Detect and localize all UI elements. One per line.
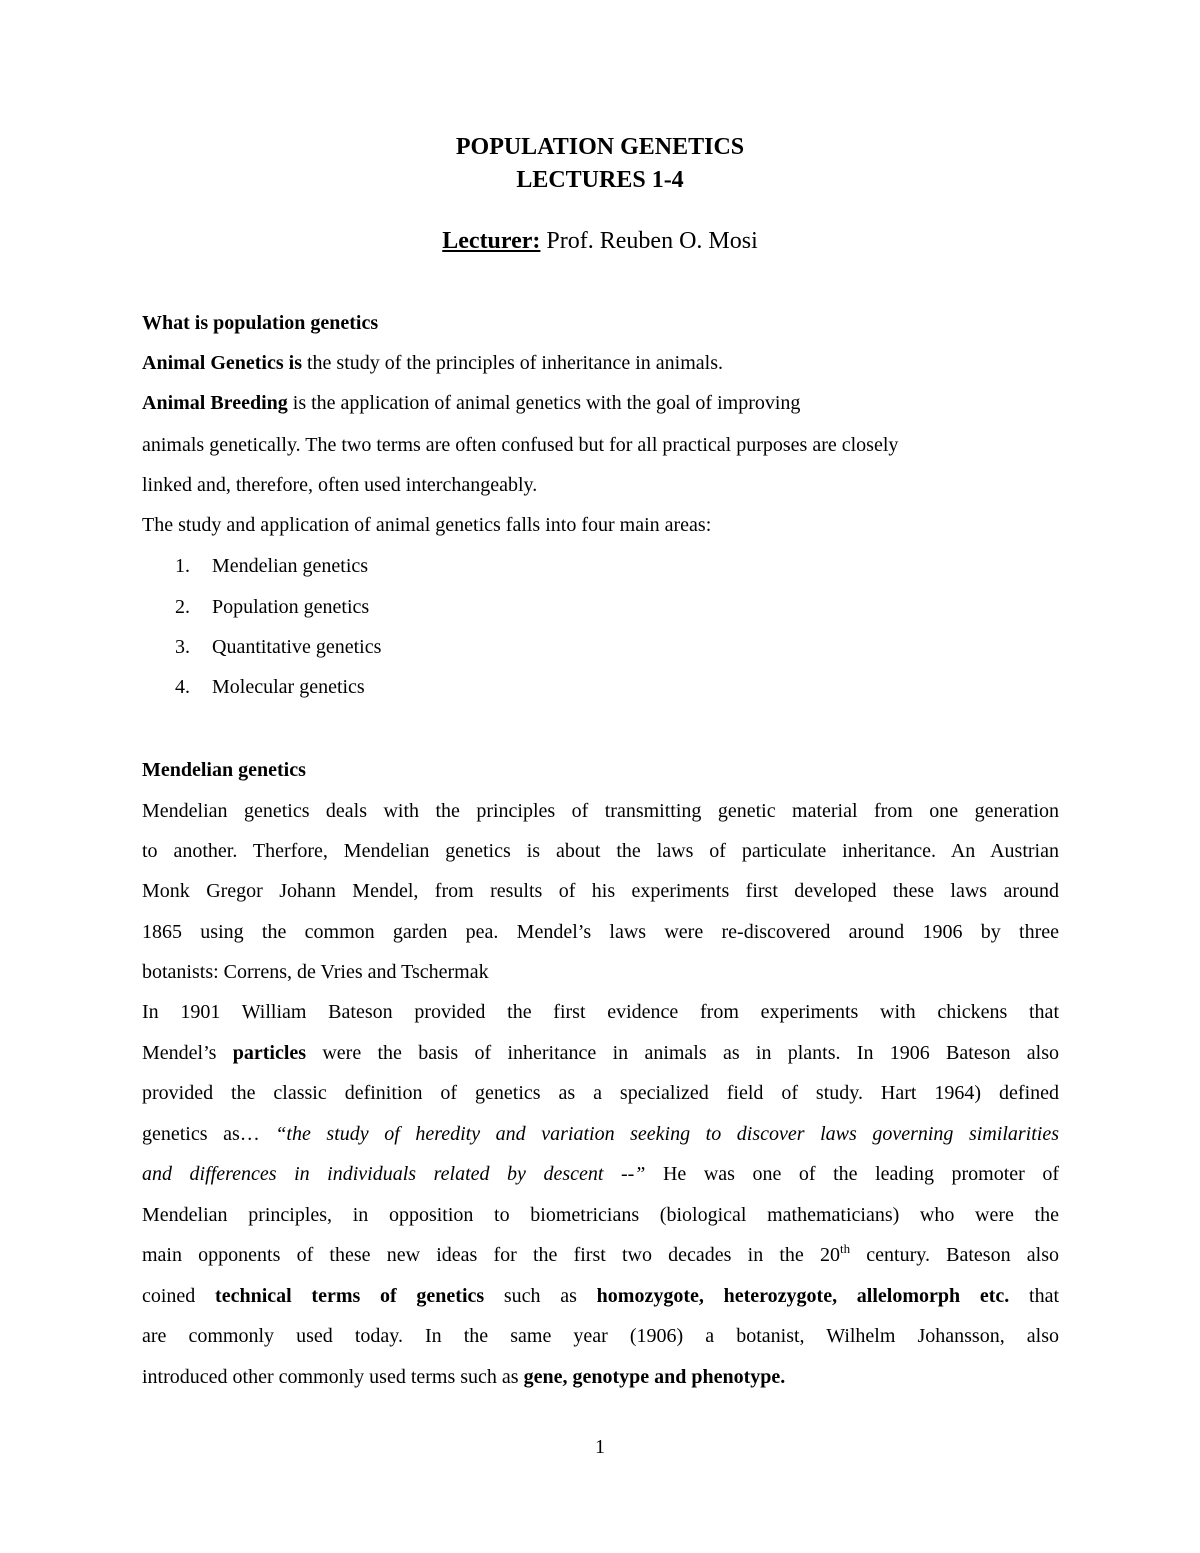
list-item-number: 3.: [175, 636, 190, 658]
section-heading-intro: What is population genetics: [142, 312, 379, 334]
lecturer-line: [0, 226, 1200, 256]
term-technical-terms: technical terms of genetics: [215, 1285, 485, 1307]
text-line: The study and application of animal genetics falls into four main areas:: [142, 514, 712, 536]
term-animal-breeding: Animal Breeding: [142, 392, 288, 414]
paragraph-animal-genetics: [142, 348, 1059, 378]
list-item-label: Quantitative genetics: [212, 636, 382, 658]
text-span: He was one of the leading promoter of: [645, 1163, 1059, 1185]
text-line: [142, 1281, 1059, 1311]
text-line: [142, 1159, 1059, 1189]
list-item-label: Mendelian genetics: [212, 555, 369, 577]
superscript: th: [840, 1241, 851, 1256]
term-allele-terms: homozygote, heterozygote, allelomorph etc.: [596, 1285, 1010, 1307]
section-heading-mendelian: Mendelian genetics: [142, 759, 306, 781]
text-span: introduced other commonly used terms such as: [142, 1366, 524, 1388]
lecturer-label: Lecturer:: [442, 228, 541, 254]
text-line: Monk Gregor Johann Mendel, from results of his experiments first developed these laws around: [142, 880, 1059, 902]
text-line: provided the classic definition of genetics as a specialized field of study. Hart 1964) defined: [142, 1082, 1059, 1104]
text-line: 1865 using the common garden pea. Mendel’s laws were re-discovered around 1906 by three: [142, 921, 1059, 943]
text-span: Mendel’s: [142, 1042, 233, 1064]
text-span: century. Bateson also: [850, 1244, 1059, 1266]
lecturer-name: Prof. Reuben O. Mosi: [546, 228, 758, 254]
term-gene-genotype-phenotype: gene, genotype and phenotype.: [523, 1366, 786, 1388]
list-item-number: 2.: [175, 596, 190, 618]
text-line: Mendelian principles, in opposition to biometricians (biological mathematicians) who were the: [142, 1204, 1059, 1226]
text-line: are commonly used today. In the same year (1906) a botanist, Wilhelm Johansson, also: [142, 1325, 1059, 1347]
document-subtitle: LECTURES 1-4: [516, 167, 684, 193]
text-animal-genetics: the study of the principles of inheritance in animals.: [302, 352, 723, 374]
text-span: coined: [142, 1285, 216, 1307]
term-animal-genetics: Animal Genetics is: [142, 352, 302, 374]
quote-definition-end: and differences in individuals related by descent --”: [142, 1163, 646, 1185]
quote-definition: “the study of heredity and variation seeking to discover laws governing similarities: [275, 1123, 1059, 1145]
page-number: 1: [595, 1436, 605, 1458]
text-line: [142, 1119, 1059, 1149]
text-line: [142, 1038, 1059, 1068]
text-line: animals genetically. The two terms are often confused but for all practical purposes are closely: [142, 434, 899, 456]
text-line: Mendelian genetics deals with the principles of transmitting genetic material from one generation: [142, 800, 1059, 822]
text-line: [142, 1362, 1059, 1392]
list-item-number: 1.: [175, 555, 190, 577]
paragraph-animal-breeding: [142, 388, 1059, 418]
list-item-number: 4.: [175, 676, 190, 698]
text-line: botanists: Correns, de Vries and Tschermak: [142, 961, 489, 983]
list-item-label: Population genetics: [212, 596, 370, 618]
text-span: genetics as…: [142, 1123, 276, 1145]
text-line: In 1901 William Bateson provided the first evidence from experiments with chickens that: [142, 1001, 1059, 1023]
term-particles: particles: [232, 1042, 307, 1064]
text-span: main opponents of these new ideas for the first two decades in the 20: [142, 1244, 840, 1266]
text-line: [142, 1240, 1059, 1270]
list-item-label: Molecular genetics: [212, 676, 365, 698]
text-animal-breeding: is the application of animal genetics with the goal of improving: [287, 392, 801, 414]
text-span: that: [1009, 1285, 1060, 1307]
text-span: such as: [484, 1285, 597, 1307]
document-title: POPULATION GENETICS: [455, 134, 745, 160]
text-line: linked and, therefore, often used interchangeably.: [142, 474, 538, 496]
text-line: to another. Therfore, Mendelian genetics is about the laws of particulate inheritance. An Austrian: [142, 840, 1059, 862]
text-span: were the basis of inheritance in animals as in plants. In 1906 Bateson also: [306, 1042, 1059, 1064]
